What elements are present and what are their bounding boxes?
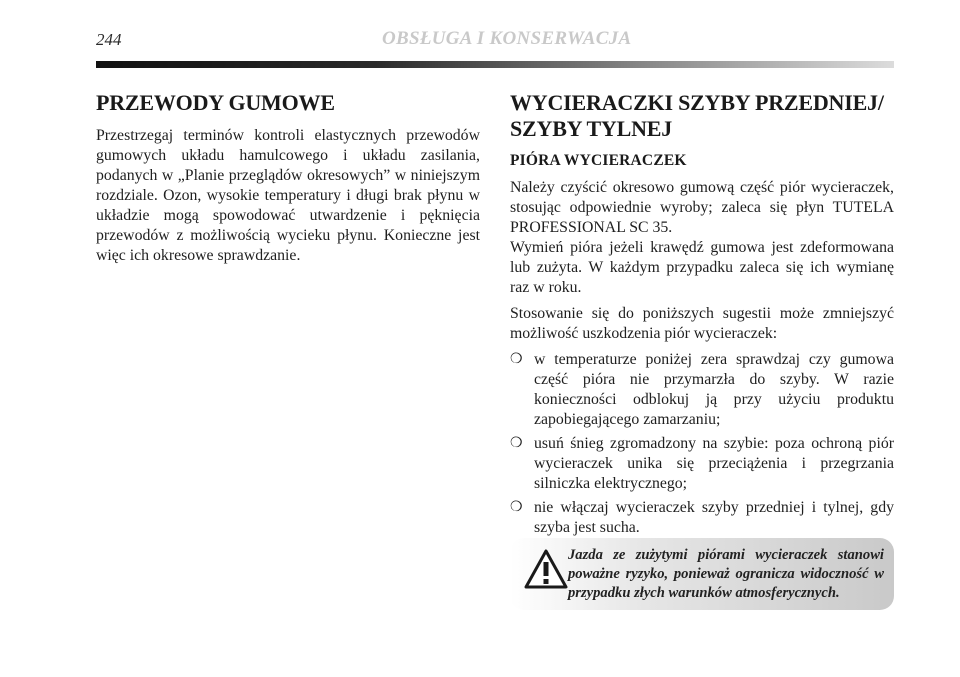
bullet-circle-icon: ❍ (510, 500, 523, 515)
list-item (510, 350, 894, 430)
bullet-circle-icon: ❍ (510, 436, 523, 451)
page-header (96, 30, 896, 54)
subheading-wiper-blades: PIÓRA WYCIERACZEK (510, 152, 687, 169)
running-title: OBSŁUGA I KONSERWACJA (382, 28, 632, 49)
warning-text: Jazda ze zużytymi piórami wycieraczek stanowi poważne ryzyko, ponieważ ogranicza widoczność w przypadku złych warunków atmosferycznych. (568, 547, 884, 601)
section-heading-wipers: WYCIERACZKI SZYBY PRZEDNIEJ/ SZYBY TYLNEJ (510, 90, 884, 141)
list-item-text: w temperaturze poniżej zera sprawdzaj czy gumowa część pióra nie przymarzła do szyby. W razie konieczności odblokuj ją przy użyciu produktu zapobiegającego zamarzaniu; (534, 351, 894, 428)
header-rule (96, 61, 894, 68)
wiper-tips-list (510, 350, 894, 538)
list-item-text: usuń śnieg zgromadzony na szybie: poza ochroną piór wycieraczek unika się przeciążenia i przegrzania silniczka elektrycznego; (534, 435, 894, 492)
wipers-paragraph-2: Wymień pióra jeżeli krawędź gumowa jest zdeformowana lub zużyta. W każdym przypadku zaleca się ich wymianę raz w roku. (510, 239, 894, 296)
bullet-circle-icon: ❍ (510, 352, 523, 367)
page-number: 244 (96, 30, 122, 49)
right-column (510, 90, 894, 542)
left-column (96, 90, 480, 272)
warning-box (510, 538, 894, 610)
list-item (510, 498, 894, 538)
list-item-text: nie włączaj wycieraczek szyby przedniej i tylnej, gdy szyba jest sucha. (534, 499, 894, 536)
warning-triangle-icon (524, 549, 568, 589)
wipers-paragraph-1: Należy czyścić okresowo gumową część piór wycieraczek, stosując odpowiednie wyroby; zaleca się płyn TUTELA PROFESSIONAL SC 35. (510, 179, 894, 236)
hoses-paragraph: Przestrzegaj terminów kontroli elastycznych przewodów gumowych układu hamulcowego i układu zasilania, podanych w „Planie przeglądów okresowych” w niniejszym rozdziale. Ozon, wysokie temperatury i długi brak płynu w układzie mogą spowodować utwardzenie i pęknięcia przewodów z możliwością wycieku płynu. Konieczne jest więc ich okresowe sprawdzanie. (96, 127, 480, 264)
section-heading-hoses: PRZEWODY GUMOWE (96, 90, 335, 115)
wipers-paragraph-3: Stosowanie się do poniższych sugestii może zmniejszyć możliwość uszkodzenia piór wycieraczek: (510, 305, 894, 342)
list-item (510, 434, 894, 494)
